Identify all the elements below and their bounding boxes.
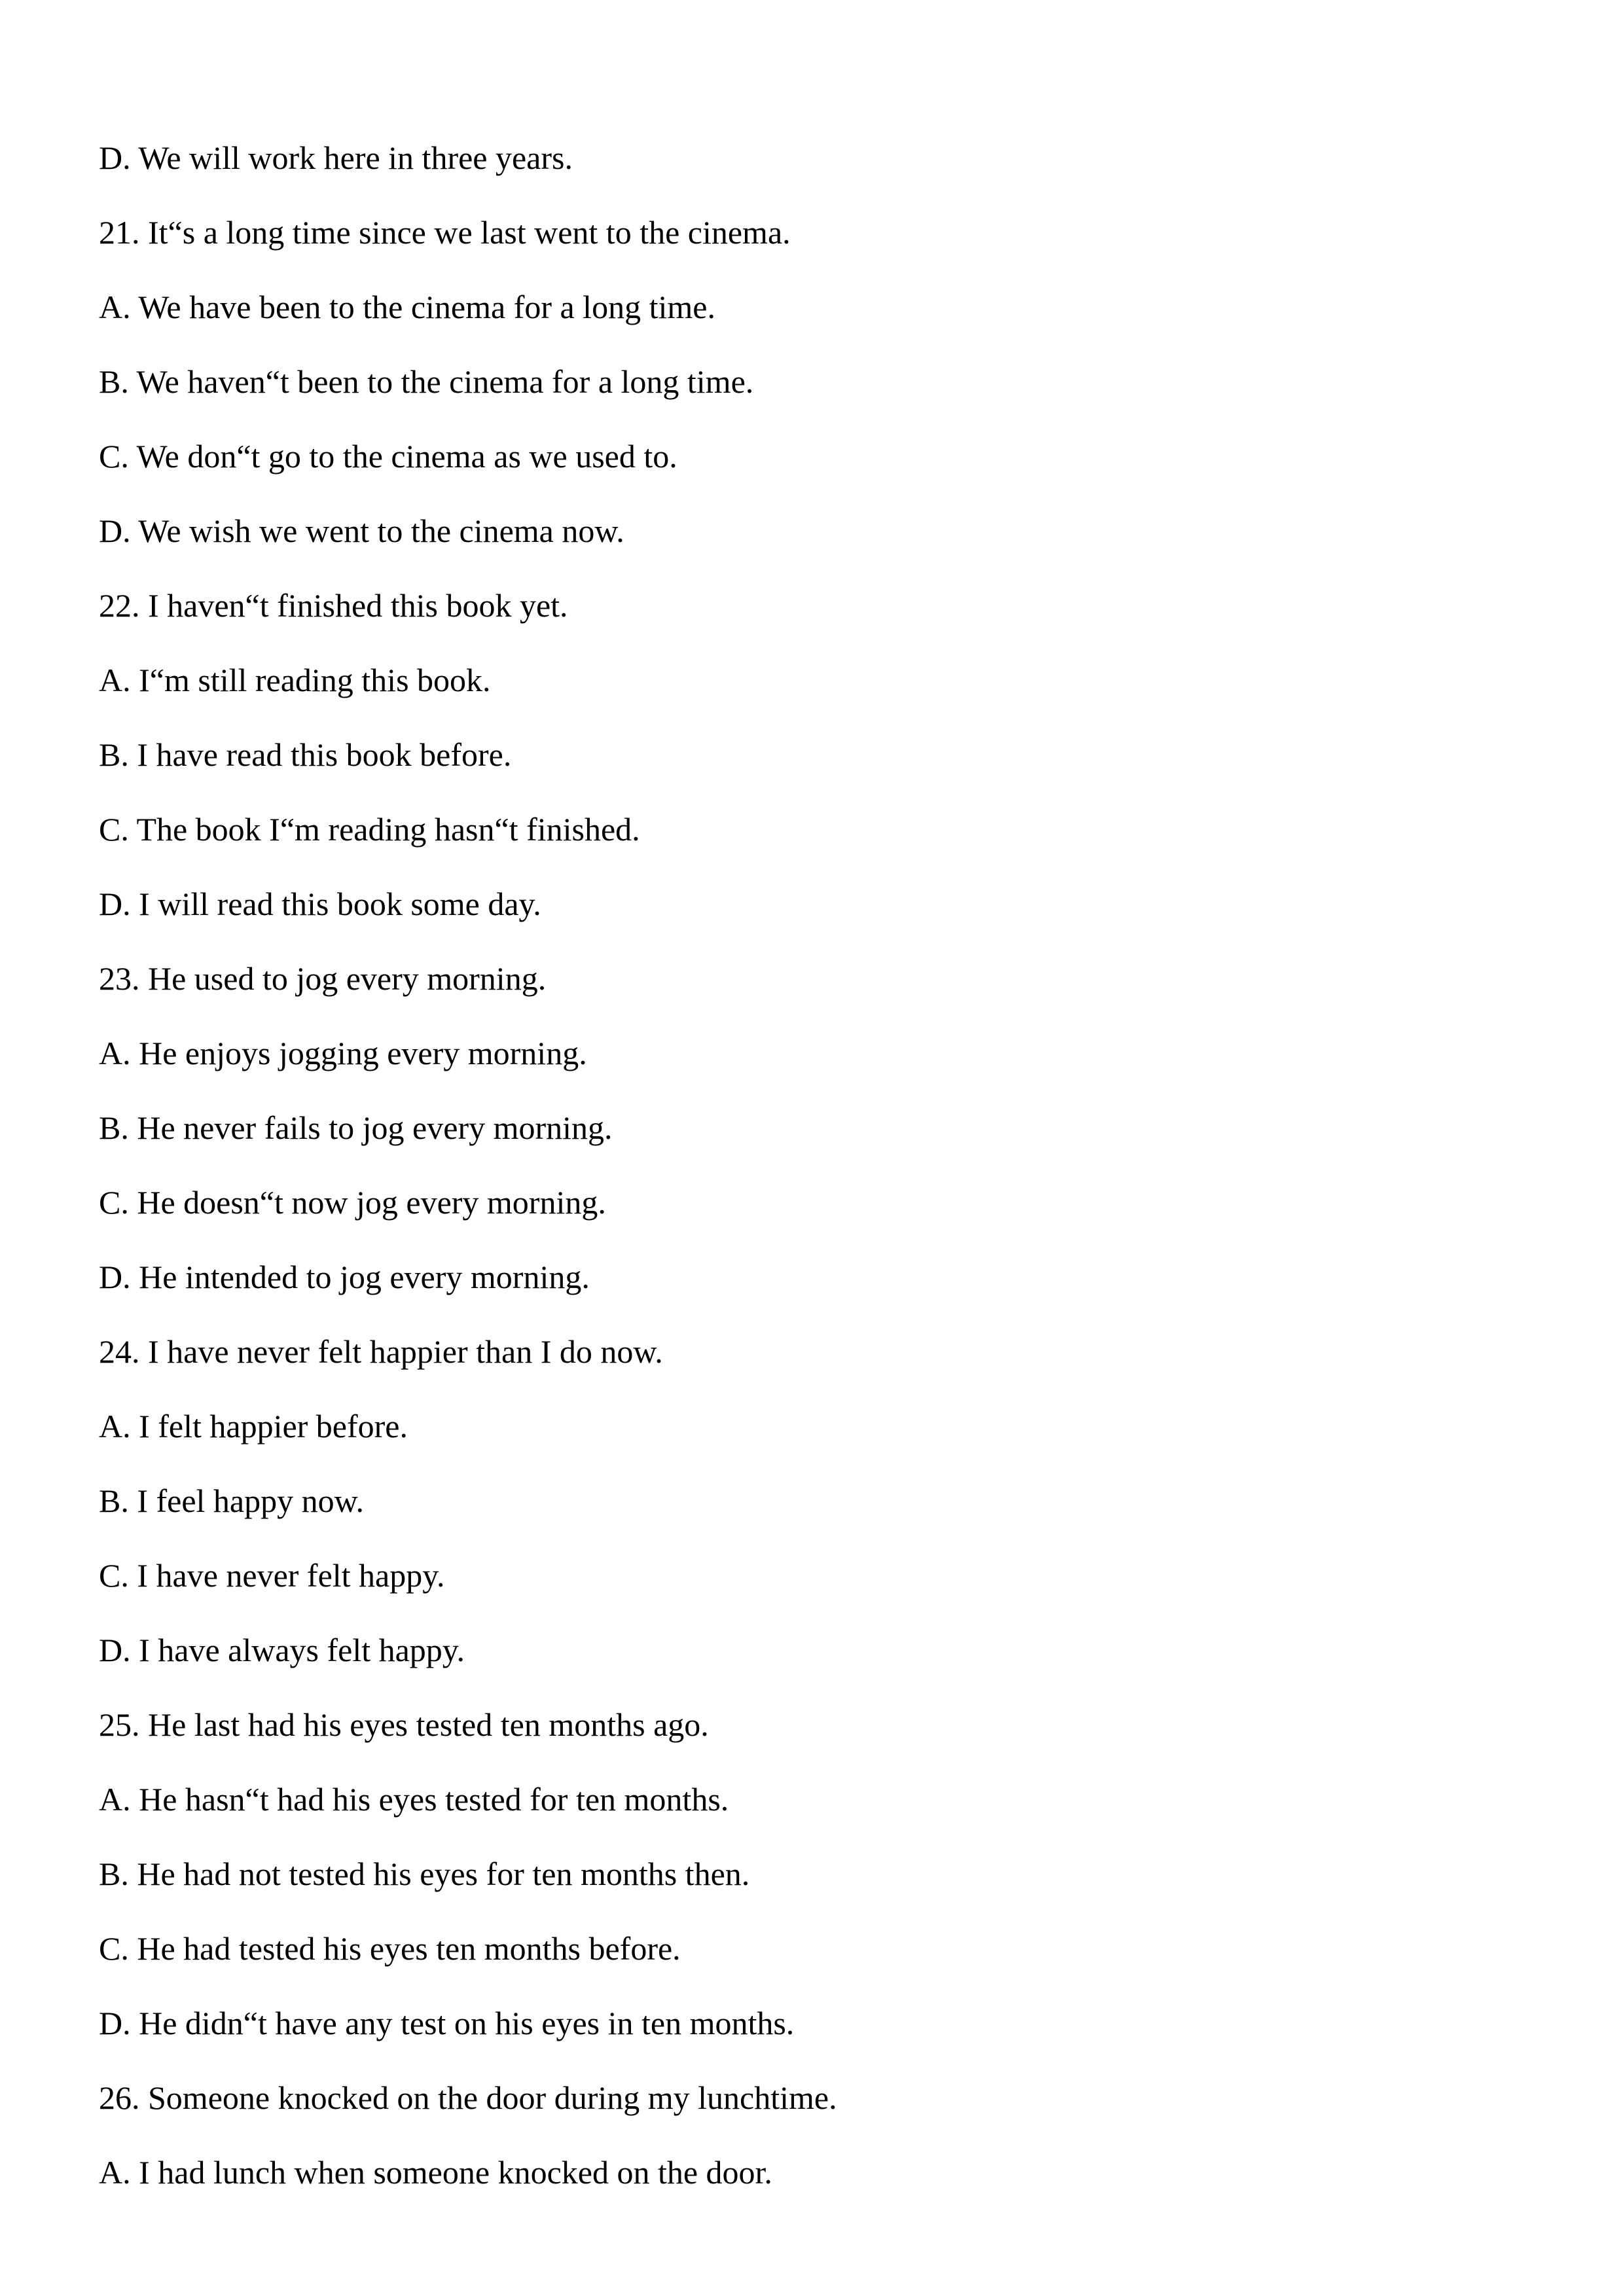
answer-option: B. I feel happy now. xyxy=(99,1482,364,1519)
answer-option: B. We haven“t been to the cinema for a long time. xyxy=(99,363,754,400)
answer-option: D. I have always felt happy. xyxy=(99,1632,465,1668)
answer-option: B. He had not tested his eyes for ten months then. xyxy=(99,1856,750,1892)
document-body xyxy=(99,135,837,2224)
answer-option: C. I have never felt happy. xyxy=(99,1557,445,1594)
answer-option: C. He had tested his eyes ten months before. xyxy=(99,1930,681,1967)
question-text: 24. I have never felt happier than I do now. xyxy=(99,1333,663,1370)
answer-option: C. The book I“m reading hasn“t finished. xyxy=(99,811,640,848)
answer-option: A. I felt happier before. xyxy=(99,1408,408,1444)
answer-option: D. He didn“t have any test on his eyes in ten months. xyxy=(99,2005,795,2041)
answer-option: A. We have been to the cinema for a long time. xyxy=(99,289,715,325)
answer-option: D. I will read this book some day. xyxy=(99,886,541,922)
answer-option: D. He intended to jog every morning. xyxy=(99,1259,590,1295)
answer-option: B. I have read this book before. xyxy=(99,736,512,773)
question-text: 22. I haven“t finished this book yet. xyxy=(99,587,568,624)
question-text: 25. He last had his eyes tested ten months ago. xyxy=(99,1706,709,1743)
answer-option: C. We don“t go to the cinema as we used to. xyxy=(99,438,677,475)
answer-option: C. He doesn“t now jog every morning. xyxy=(99,1184,606,1221)
answer-option: A. He enjoys jogging every morning. xyxy=(99,1035,587,1071)
answer-option: B. He never fails to jog every morning. xyxy=(99,1109,613,1146)
answer-option: A. He hasn“t had his eyes tested for ten months. xyxy=(99,1781,729,1818)
answer-option: A. I“m still reading this book. xyxy=(99,662,491,698)
answer-option: D. We wish we went to the cinema now. xyxy=(99,512,624,549)
answer-option: D. We will work here in three years. xyxy=(99,139,573,176)
question-text: 26. Someone knocked on the door during my lunchtime. xyxy=(99,2079,837,2116)
question-text: 21. It“s a long time since we last went to the cinema. xyxy=(99,214,791,251)
question-text: 23. He used to jog every morning. xyxy=(99,960,547,997)
answer-option: A. I had lunch when someone knocked on the door. xyxy=(99,2154,772,2191)
